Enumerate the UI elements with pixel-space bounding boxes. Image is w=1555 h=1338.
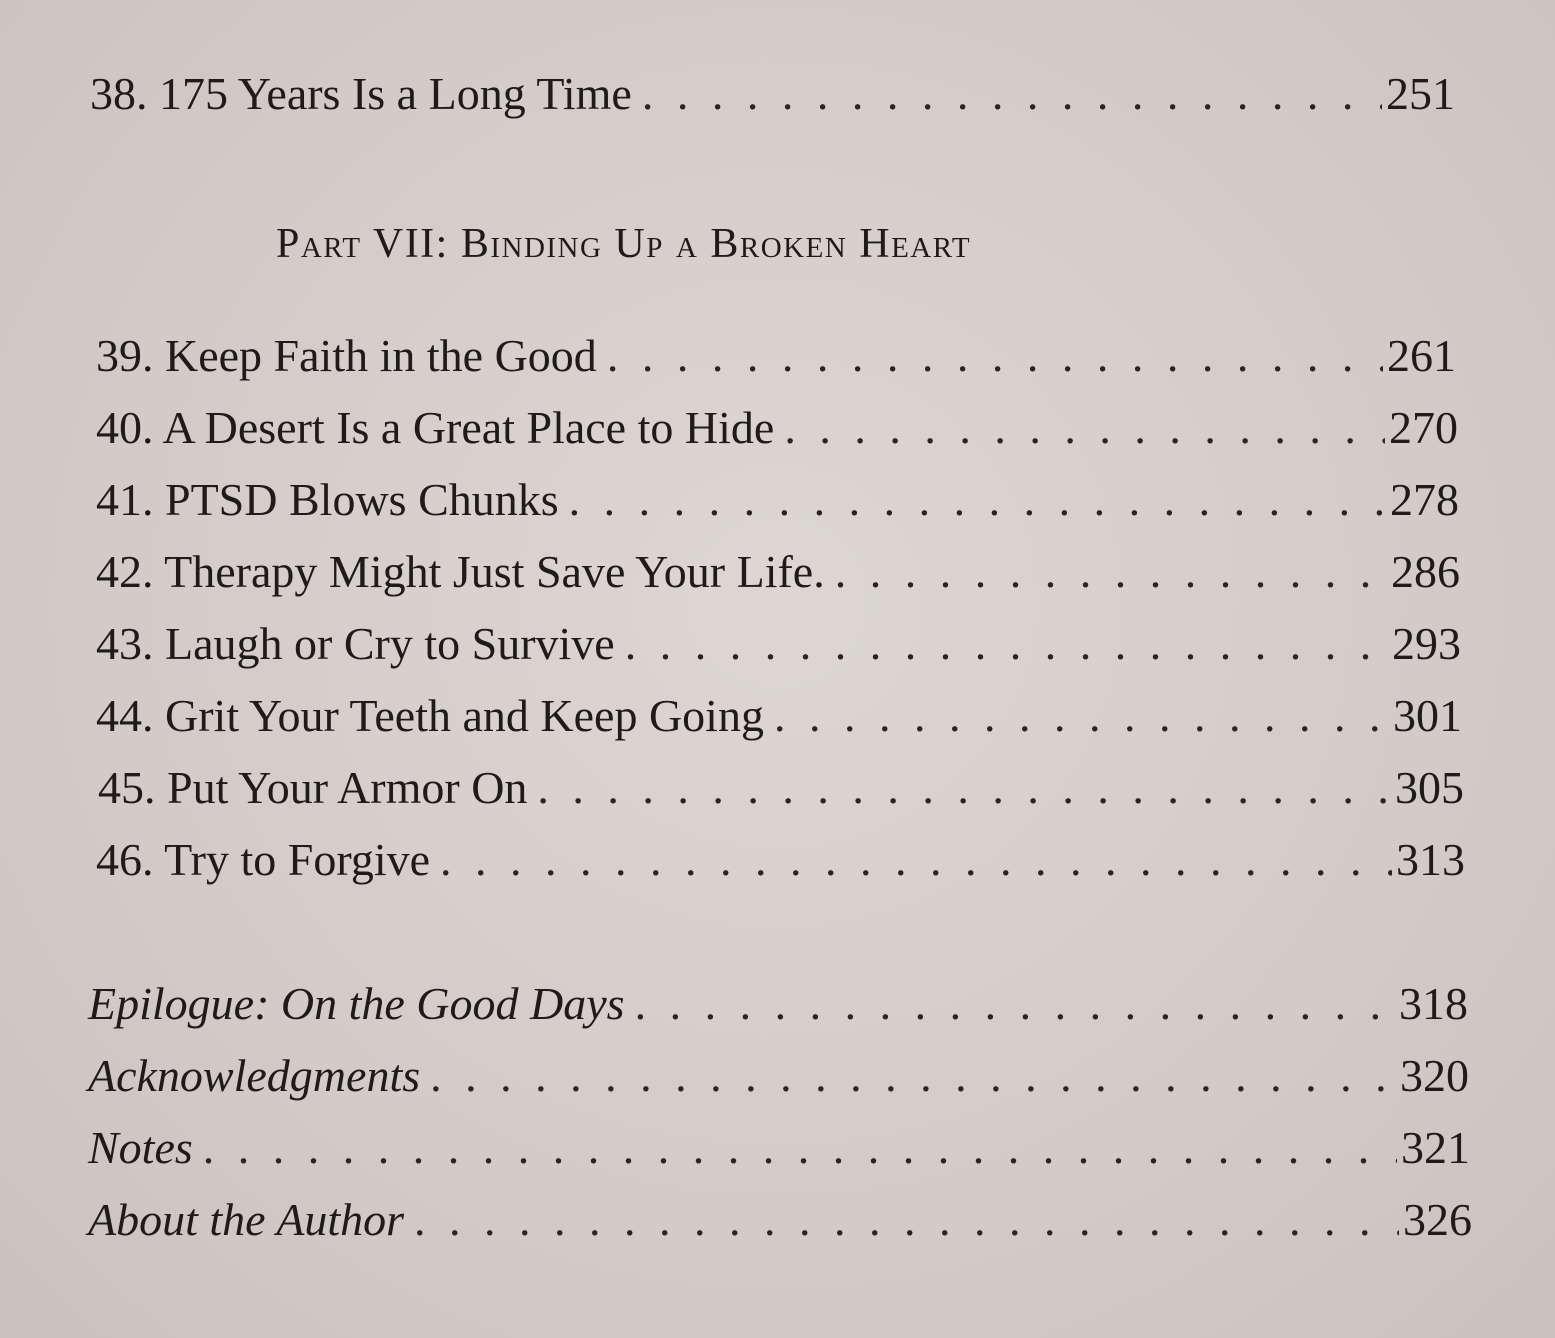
toc-dot-leader [203,1118,1397,1178]
toc-entry-page: 301 [1393,690,1462,741]
toc-entry-title: 38. 175 Years Is a Long Time [90,68,632,119]
toc-entry-page: 286 [1391,546,1460,597]
toc-entry-title: 43. Laugh or Cry to Survive [96,618,615,669]
toc-entry-title: 40. A Desert Is a Great Place to Hide [96,402,775,453]
toc-dot-leader [569,470,1386,530]
toc-entry [88,974,1468,1034]
toc-entry [88,1118,1470,1178]
toc-dot-leader [625,614,1388,674]
toc-dot-leader [430,1046,1396,1106]
toc-dot-leader [537,758,1391,818]
toc-entry [96,686,1462,746]
toc-dot-leader [635,974,1395,1034]
toc-entry [88,1046,1469,1106]
toc-dot-leader [835,542,1387,602]
toc-entry-page: 270 [1389,402,1458,453]
toc-entry-title: Epilogue: On the Good Days [88,978,625,1029]
toc-dot-leader [607,326,1383,386]
toc-entry [96,614,1461,674]
toc-entry-page: 261 [1387,330,1456,381]
toc-entry [96,398,1458,458]
toc-entry [90,64,1455,124]
toc-entry [88,1190,1472,1250]
toc-entry [96,542,1460,602]
toc-entry [96,830,1465,890]
toc-entry-title: 46. Try to Forgive [96,834,431,885]
toc-entry-page: 251 [1386,68,1455,119]
toc-entry-page: 313 [1396,834,1465,885]
toc-dot-leader [440,830,1392,890]
toc-entry-page: 305 [1395,762,1464,813]
toc-entry-title: 41. PTSD Blows Chunks [96,474,559,525]
toc-entry-title: 44. Grit Your Teeth and Keep Going [96,690,764,741]
toc-dot-leader [414,1190,1399,1250]
toc-entry-title: 39. Keep Faith in the Good [96,330,597,381]
toc-entry-page: 278 [1390,474,1459,525]
toc-dot-leader [784,398,1385,458]
toc-entry-page: 318 [1399,978,1468,1029]
toc-entry-page: 320 [1400,1050,1469,1101]
toc-entry-page: 293 [1392,618,1461,669]
toc-entry-title: Notes [88,1122,193,1173]
toc-entry [96,326,1456,386]
toc-entry-title: 45. Put Your Armor On [98,762,528,813]
part-heading: Part VII: Binding Up a Broken Heart [276,221,972,267]
toc-entry-page: 321 [1401,1122,1470,1173]
toc-entry-title: Acknowledgments [88,1050,421,1101]
toc-entry [98,758,1464,818]
toc-entry-title: About the Author [88,1194,405,1245]
toc-dot-leader [642,64,1382,124]
toc-entry [96,470,1459,530]
toc-entry-page: 326 [1403,1194,1472,1245]
toc-entry-title: 42. Therapy Might Just Save Your Life. [96,546,825,597]
toc-dot-leader [774,686,1389,746]
